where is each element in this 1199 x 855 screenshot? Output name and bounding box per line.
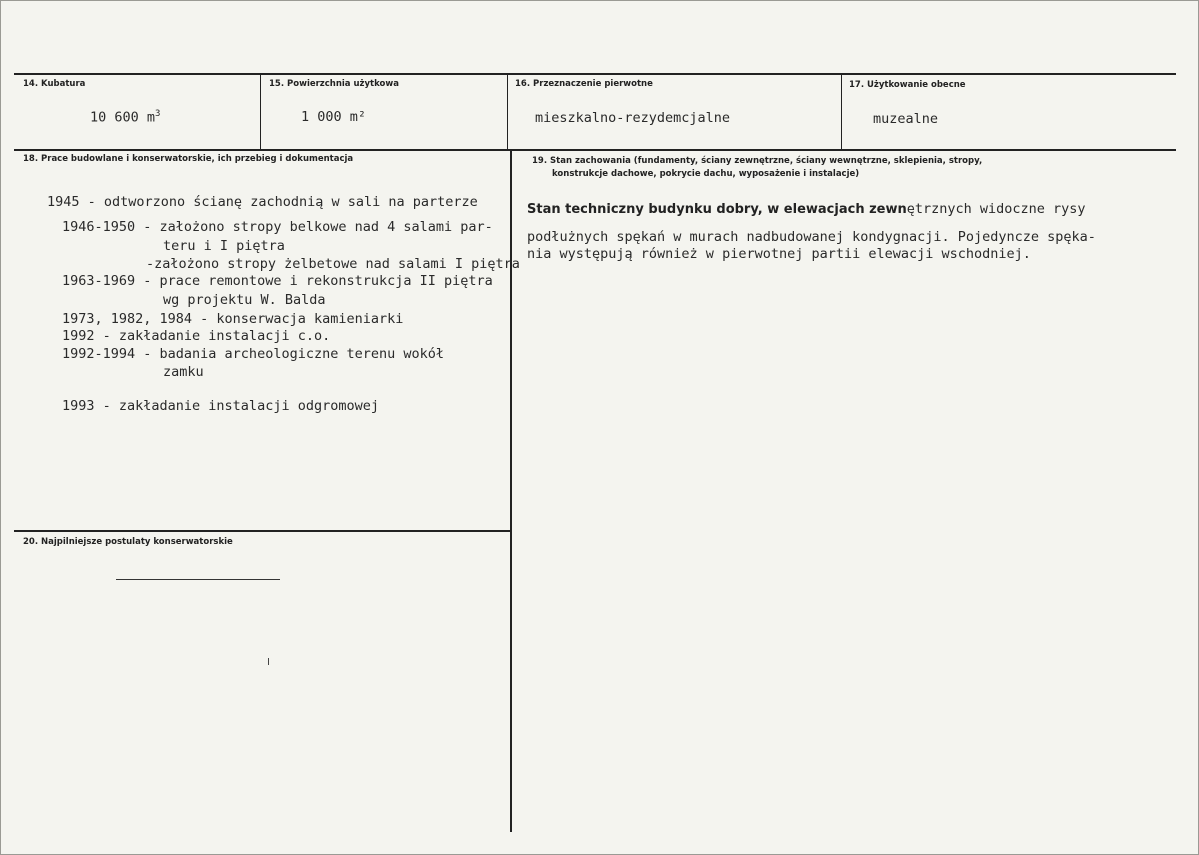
field-16-value: mieszkalno-rezydemcjalne [535,110,731,126]
separator-14-15 [260,74,261,150]
work-line-1945: 1945 - odtworzono ścianę zachodnią w sali na parterze [47,194,478,210]
separator-main-column [510,150,512,832]
ink-speck [268,658,269,665]
work-line-1963-1969: 1963-1969 - prace remontowe i rekonstrukcja II piętra [62,273,493,289]
work-line-1993: 1993 - zakładanie instalacji odgromowej [62,398,379,414]
field-19-label-line2: konstrukcje dachowe, pokrycie dachu, wyposażenie i instalacje) [552,169,860,179]
work-line-1946-1950: 1946-1950 - założono stropy belkowe nad 4 salami par- [62,219,493,235]
work-line-1946-1950-cont: teru i I piętra [163,238,285,254]
work-line-1992-1994-cont: zamku [163,364,204,380]
top-border-line [14,73,1176,75]
field-19-label-line1: 19. Stan zachowania (fundamenty, ściany zewnętrzne, ściany wewnętrzne, sklepienia, stropy, [532,156,983,166]
row1-bottom-line [14,149,1176,151]
condition-heading: Stan techniczny budynku dobry, w elewacjach zewn [527,202,907,217]
field-19-label [532,155,982,181]
work-line-1992: 1992 - zakładanie instalacji c.o. [62,328,331,344]
work-line-1973-1984: 1973, 1982, 1984 - konserwacja kamieniarki [62,311,404,327]
separator-15-16 [507,74,508,150]
field-14-value-main: 10 600 m [90,109,156,126]
condition-line1: podłużnych spękań w murach nadbudowanej kondygnacji. Pojedyncze spęka- [527,229,1096,245]
field-15-label: 15. Powierzchnia użytkowa [269,79,399,89]
field-14-value-exponent: 3 [155,109,161,119]
work-line-1963-1969-cont: wg projektu W. Balda [163,292,326,308]
field-14-value [90,109,160,126]
field-20-label: 20. Najpilniejsze postulaty konserwatorskie [23,537,233,547]
field-17-label: 17. Użytkowanie obecne [849,80,966,90]
field-18-label: 18. Prace budowlane i konserwatorskie, ich przebieg i dokumentacja [23,154,354,164]
field-16-label: 16. Przeznaczenie pierwotne [515,79,653,89]
work-line-1992-1994: 1992-1994 - badania archeologiczne terenu wokół [62,346,445,362]
field-14-label: 14. Kubatura [23,79,86,89]
postulates-blank-line [116,579,280,580]
condition-first-line [527,198,1086,217]
condition-line2: nia występują również w pierwotnej partii elewacji wschodniej. [527,246,1031,262]
separator-16-17 [841,74,842,150]
condition-line0-rest: ętrznych widoczne rysy [906,201,1086,217]
field-15-value: 1 000 m² [301,109,367,125]
work-line-stropy-zelbetowe: -założono stropy żelbetowe nad salami I piętra [146,256,520,272]
field-17-value: muzealne [873,111,939,127]
section20-top-line [14,530,511,532]
